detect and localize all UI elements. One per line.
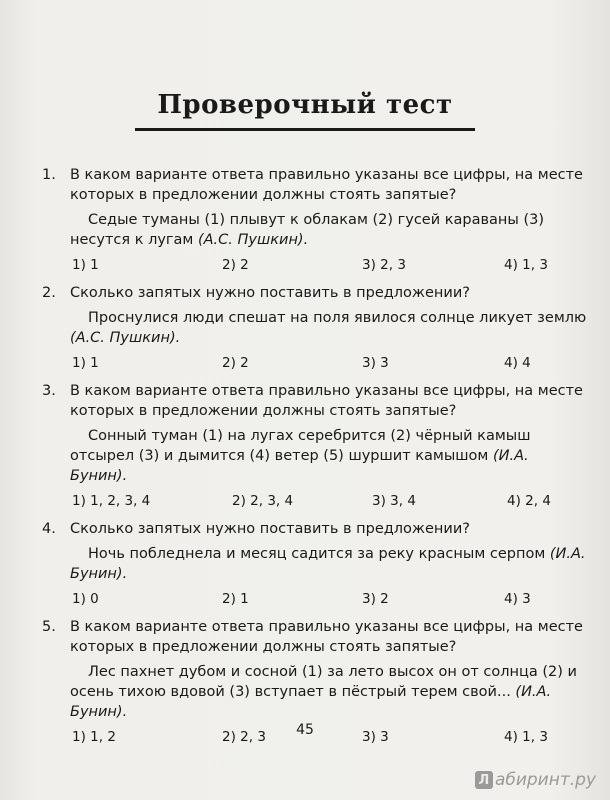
sentence-text: Седые туманы (1) плывут к облакам (2) гусей караваны (3) несутся к лугам [70,212,545,248]
answer-options [72,352,587,374]
answer-option-3: 3) 3, 4 [372,493,416,509]
answer-option-2: 2) 2, 3, 4 [232,493,294,509]
answer-options [72,254,587,276]
answer-option-4: 4) 4 [504,355,531,371]
question-text: В каком варианте ответа правильно указаны все цифры, на месте которых в предложении должны стоять запятые? [70,167,583,203]
answer-option-4: 4) 3 [504,591,531,607]
question-sentence [70,308,587,348]
answer-option-1: 1) 1 [72,257,99,273]
question-sentence [70,662,587,722]
answer-option-2: 2) 1 [222,591,249,607]
question-text: В каком варианте ответа правильно указаны все цифры, на месте которых в предложении должны стоять запятые? [70,619,583,655]
answer-option-4: 4) 1, 3 [504,257,548,273]
watermark-text: абиринт.ру [494,770,596,790]
question-3 [42,381,587,512]
answer-option-2: 2) 2, 3 [222,729,266,745]
sentence-author: (И.А. Бунин). [70,684,552,720]
answer-option-1: 1) 1, 2 [72,729,116,745]
question-2 [42,283,587,374]
question-text: Сколько запятых нужно поставить в предложении? [70,521,470,537]
question-sentence [70,210,587,250]
answer-option-2: 2) 2 [222,355,249,371]
answer-option-3: 3) 2 [362,591,389,607]
page-number: 45 [296,722,314,738]
answer-option-1: 1) 1, 2, 3, 4 [72,493,151,509]
labirint-logo-icon: Л [475,771,493,789]
question-sentence [70,544,587,584]
sentence-text: Сонный туман (1) на лугах серебрится (2) чёрный камыш отсырел (3) и дымится (4) ветер (5) шуршит камышом [70,428,531,464]
question-number: 5. [42,619,56,635]
question-sentence [70,426,587,486]
answer-option-1: 1) 1 [72,355,99,371]
answer-option-3: 3) 2, 3 [362,257,406,273]
sentence-author: (А.С. Пушкин). [70,330,181,346]
question-text: В каком варианте ответа правильно указаны все цифры, на месте которых в предложении должны стоять запятые? [70,383,583,419]
title-block [135,88,475,131]
answer-option-3: 3) 3 [362,729,389,745]
question-number: 4. [42,521,56,537]
sentence-text: Проснулися люди спешат на поля явилося солнце ликует землю [88,310,587,326]
sentence-text: Ночь побледнела и месяц садится за реку красным серпом [88,546,546,562]
sentence-author: (И.А. Бунин). [70,448,529,484]
sentence-author: (И.А. Бунин). [70,546,586,582]
question-number: 2. [42,285,56,301]
answer-option-2: 2) 2 [222,257,249,273]
answer-option-4: 4) 2, 4 [507,493,551,509]
question-list [42,165,587,755]
watermark [475,770,596,790]
answer-option-3: 3) 3 [362,355,389,371]
question-4 [42,519,587,610]
title-underline [135,128,475,131]
question-text: Сколько запятых нужно поставить в предложении? [70,285,470,301]
answer-options [72,588,587,610]
question-number: 3. [42,383,56,399]
answer-option-4: 4) 1, 3 [504,729,548,745]
answer-option-1: 1) 0 [72,591,99,607]
sentence-author: (А.С. Пушкин). [197,232,309,248]
question-1 [42,165,587,276]
sentence-text: Лес пахнет дубом и сосной (1) за лето высох он от солнца (2) и осень тихою вдовой (3) вступает в пёстрый терем свой... [70,664,577,700]
page-title: Проверочный тест [157,90,453,120]
question-number: 1. [42,167,56,183]
answer-options [72,490,587,512]
